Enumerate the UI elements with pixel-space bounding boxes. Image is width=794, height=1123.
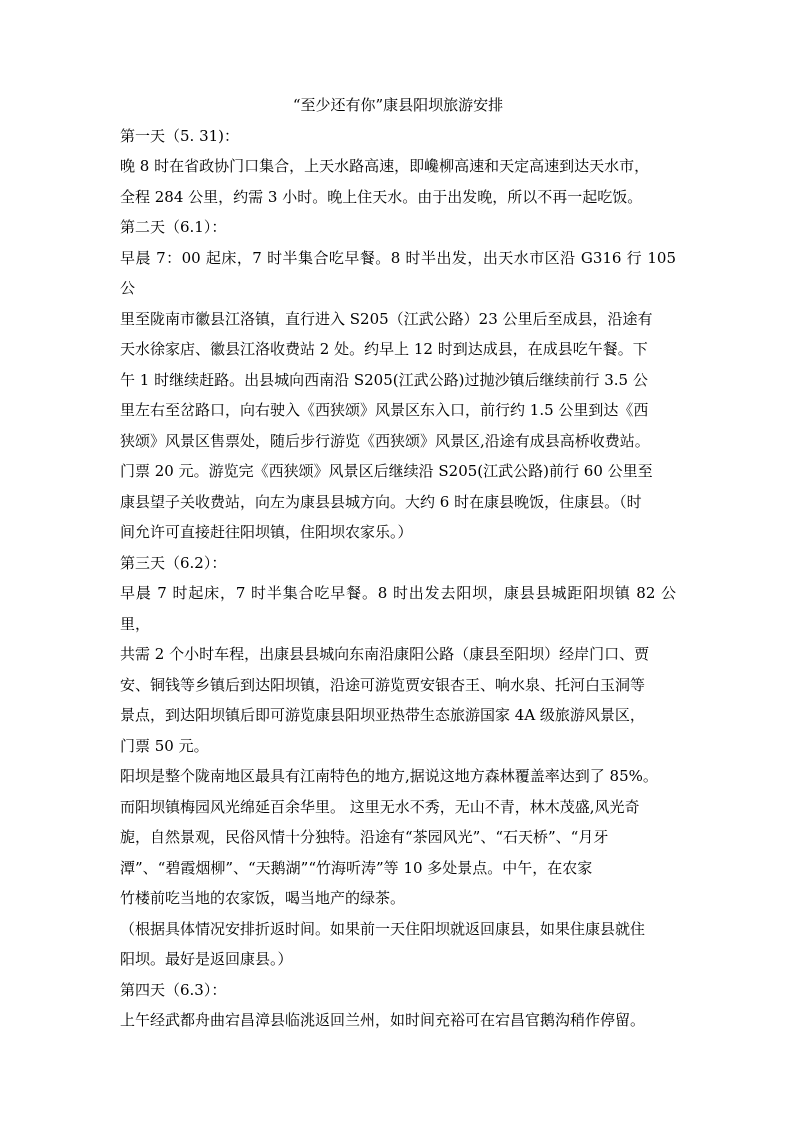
text-line: 间允许可直接赶往阳坝镇，住阳坝农家乐。） (120, 523, 413, 541)
day3-heading: 第三天（6.2）： (120, 553, 227, 572)
text-line: 早晨 7 时起床，7 时半集合吃早餐。8 时出发去阳坝，康县县城距阳坝镇 82 公里， (120, 584, 676, 633)
document-page (120, 90, 676, 1036)
day3-yangba-paragraph (120, 761, 676, 914)
text-line: 早晨 7：00 起床，7 时半集合吃早餐。8 时半出发，出天水市区沿 G316 行 105 公 (120, 248, 676, 297)
text-line: 门票 50 元。 (120, 736, 209, 755)
day1-heading: 第一天（5. 31)： (120, 126, 240, 145)
day2-heading: 第二天（6.1）： (120, 218, 227, 236)
text-line: 午 1 时继续赶路。出县城向西南沿 S205(江武公路)过抛沙镇后继续前行 3.5 公 (120, 370, 648, 389)
day2-text (120, 243, 676, 548)
text-line: 康县望子关收费站，向左为康县县城方向。大约 6 时在康县晚饭，住康县。（时 (120, 492, 642, 511)
text-line: 景点，到达阳坝镇后即可游览康县阳坝亚热带生态旅游国家 4A 级旅游风景区， (120, 706, 645, 724)
text-line: 门票 20 元。游览完《西狭颂》风景区后继续沿 S205(江武公路)前行 60 公里至 (120, 462, 653, 480)
text-line: 竹楼前吃当地的农家饭，喝当地产的绿茶。 (120, 889, 406, 907)
text-line: 里左右至岔路口，向右驶入《西狭颂》风景区东入口，前行约 1.5 公里到达《西 (120, 401, 649, 419)
day3-text (120, 578, 676, 761)
text-line: 阳坝。最好是返回康县。） (120, 950, 293, 968)
text-line: 天水徐家店、徽县江洛收费站 2 处。约早上 12 时到达成县，在成县吃午餐。下 (120, 340, 648, 358)
text-line: 潭”、“碧霞烟柳”、“天鹅湖”“竹海听涛”等 10 多处景点。中午，在农家 (120, 858, 593, 877)
day4-text (120, 1005, 676, 1036)
document-title: “至少还有你”康县阳坝旅游安排 (292, 96, 504, 114)
text-line: 狭颂》风景区售票处，随后步行游览《西狭颂》风景区,沿途有成县高桥收费站。 (120, 431, 650, 450)
text-line: 全程 284 公里，约需 3 小时。晚上住天水。由于出发晚，所以不再一起吃饭。 (120, 187, 643, 206)
text-line: 安、铜钱等乡镇后到达阳坝镇，沿途可游览贾安银杏王、响水泉、托河白玉洞等 (120, 675, 646, 694)
text-line: 上午经武都舟曲宕昌漳县临洮返回兰州，如时间充裕可在宕昌官鹅沟稍作停留。 (120, 1011, 646, 1029)
text-line: （根据具体情况安排折返时间。如果前一天住阳坝就返回康县，如果住康县就住 (120, 919, 646, 938)
text-line: 旎，自然景观，民俗风情十分独特。沿途有“茶园风光”、“石天桥”、“月牙 (120, 828, 609, 846)
text-line: 阳坝是整个陇南地区最具有江南特色的地方,据说这地方森林覆盖率达到了 85%。 (120, 767, 658, 785)
text-line: 晚 8 时在省政协门口集合，上天水路高速，即巉柳高速和天定高速到达天水市， (120, 157, 650, 175)
day4-heading: 第四天（6.3）： (120, 980, 227, 999)
text-line: 共需 2 个小时车程，出康县县城向东南沿康阳公路（康县至阳坝）经岸门口、贾 (120, 645, 650, 663)
day1-text (120, 151, 676, 212)
text-line: 里至陇南市徽县江洛镇，直行进入 S205（江武公路）23 公里后至成县，沿途有 (120, 309, 653, 328)
day3-note-paragraph (120, 914, 676, 975)
text-line: 而阳坝镇梅园风光绵延百余华里。 这里无水不秀，无山不青，林木茂盛,风光奇 (120, 797, 640, 816)
